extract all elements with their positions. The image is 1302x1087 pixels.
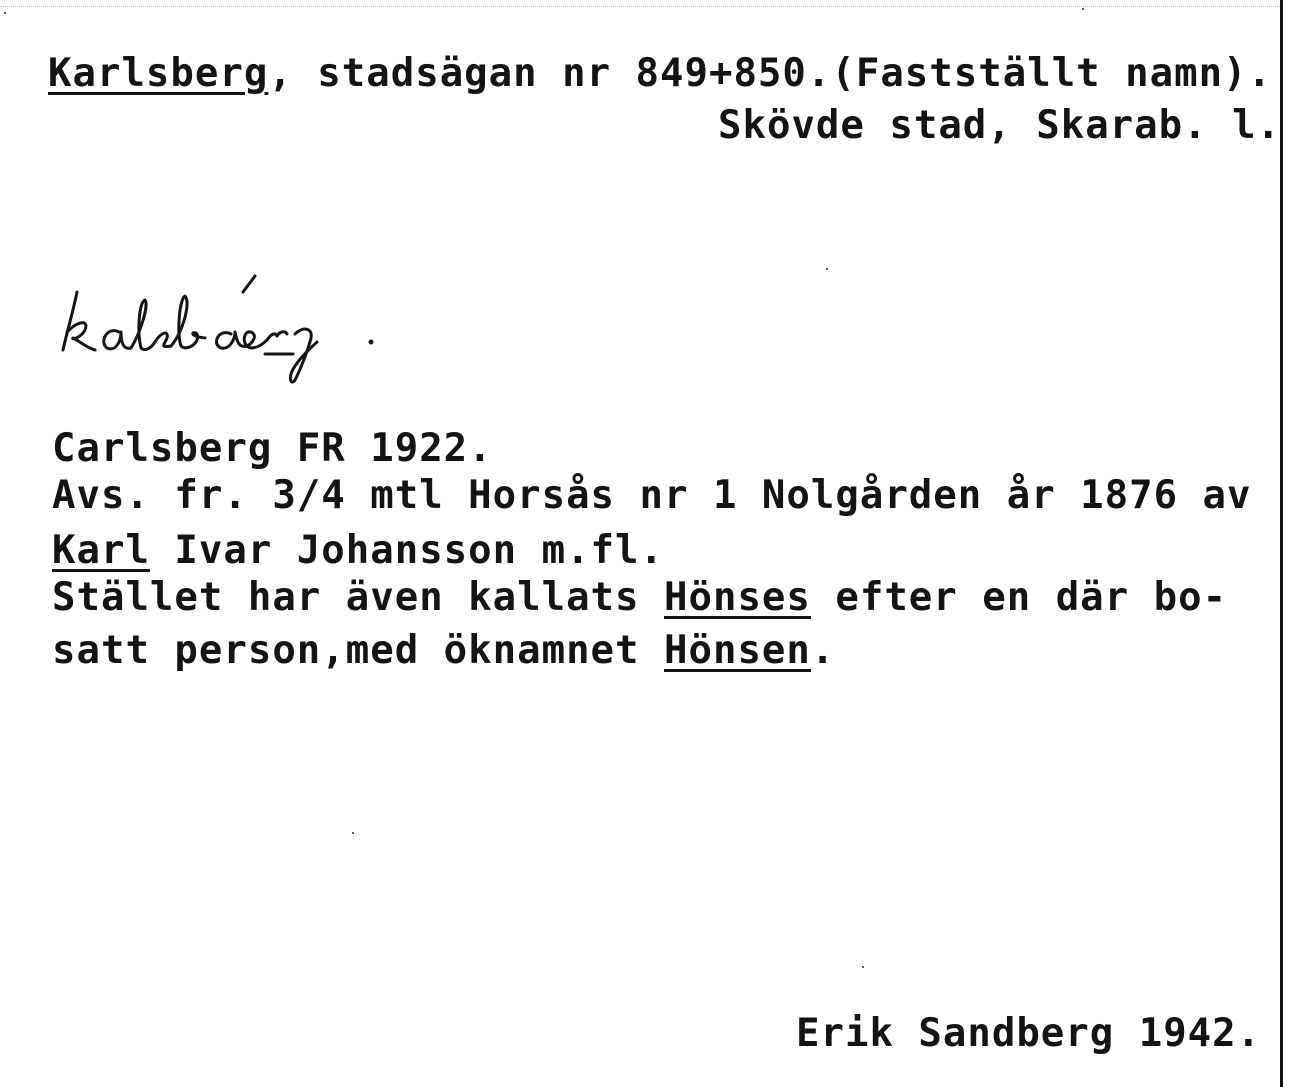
signature: Erik Sandberg 1942. bbox=[796, 1011, 1262, 1056]
scan-speck bbox=[862, 966, 864, 968]
handwritten-pronunciation bbox=[55, 262, 475, 392]
body-line-5-post: . bbox=[810, 628, 836, 673]
card-right-edge bbox=[1280, 0, 1283, 1087]
place-name: Karlsberg bbox=[48, 51, 269, 96]
person-name: Karl bbox=[52, 528, 150, 573]
body-line-4-post: efter en där bo- bbox=[810, 575, 1228, 620]
alt-name-honses: Hönses bbox=[664, 575, 811, 620]
body-line-4-pre: Stället har även kallats bbox=[52, 575, 664, 620]
body-line-1: Carlsberg FR 1922. bbox=[52, 426, 493, 471]
header-line bbox=[48, 52, 1272, 96]
body-line-5-pre: satt person,med öknamnet bbox=[52, 628, 664, 673]
body-line-4 bbox=[52, 576, 1227, 620]
card-top-edge bbox=[0, 6, 1282, 7]
body-line-3 bbox=[52, 529, 664, 573]
scan-speck bbox=[1082, 8, 1084, 10]
nickname-honsen: Hönsen bbox=[664, 628, 811, 673]
scan-speck bbox=[352, 832, 354, 834]
scan-speck bbox=[4, 12, 6, 14]
body-line-2: Avs. fr. 3/4 mtl Horsås nr 1 Nolgården år 1876 av bbox=[52, 473, 1252, 518]
location-line: Skövde stad, Skarab. l. bbox=[718, 103, 1282, 148]
body-line-5 bbox=[52, 629, 835, 673]
body-line-3-rest: Ivar Johansson m.fl. bbox=[149, 528, 665, 573]
scan-speck bbox=[826, 268, 828, 270]
place-details: , stadsägan nr 849+850.(Fastställt namn). bbox=[268, 51, 1273, 96]
